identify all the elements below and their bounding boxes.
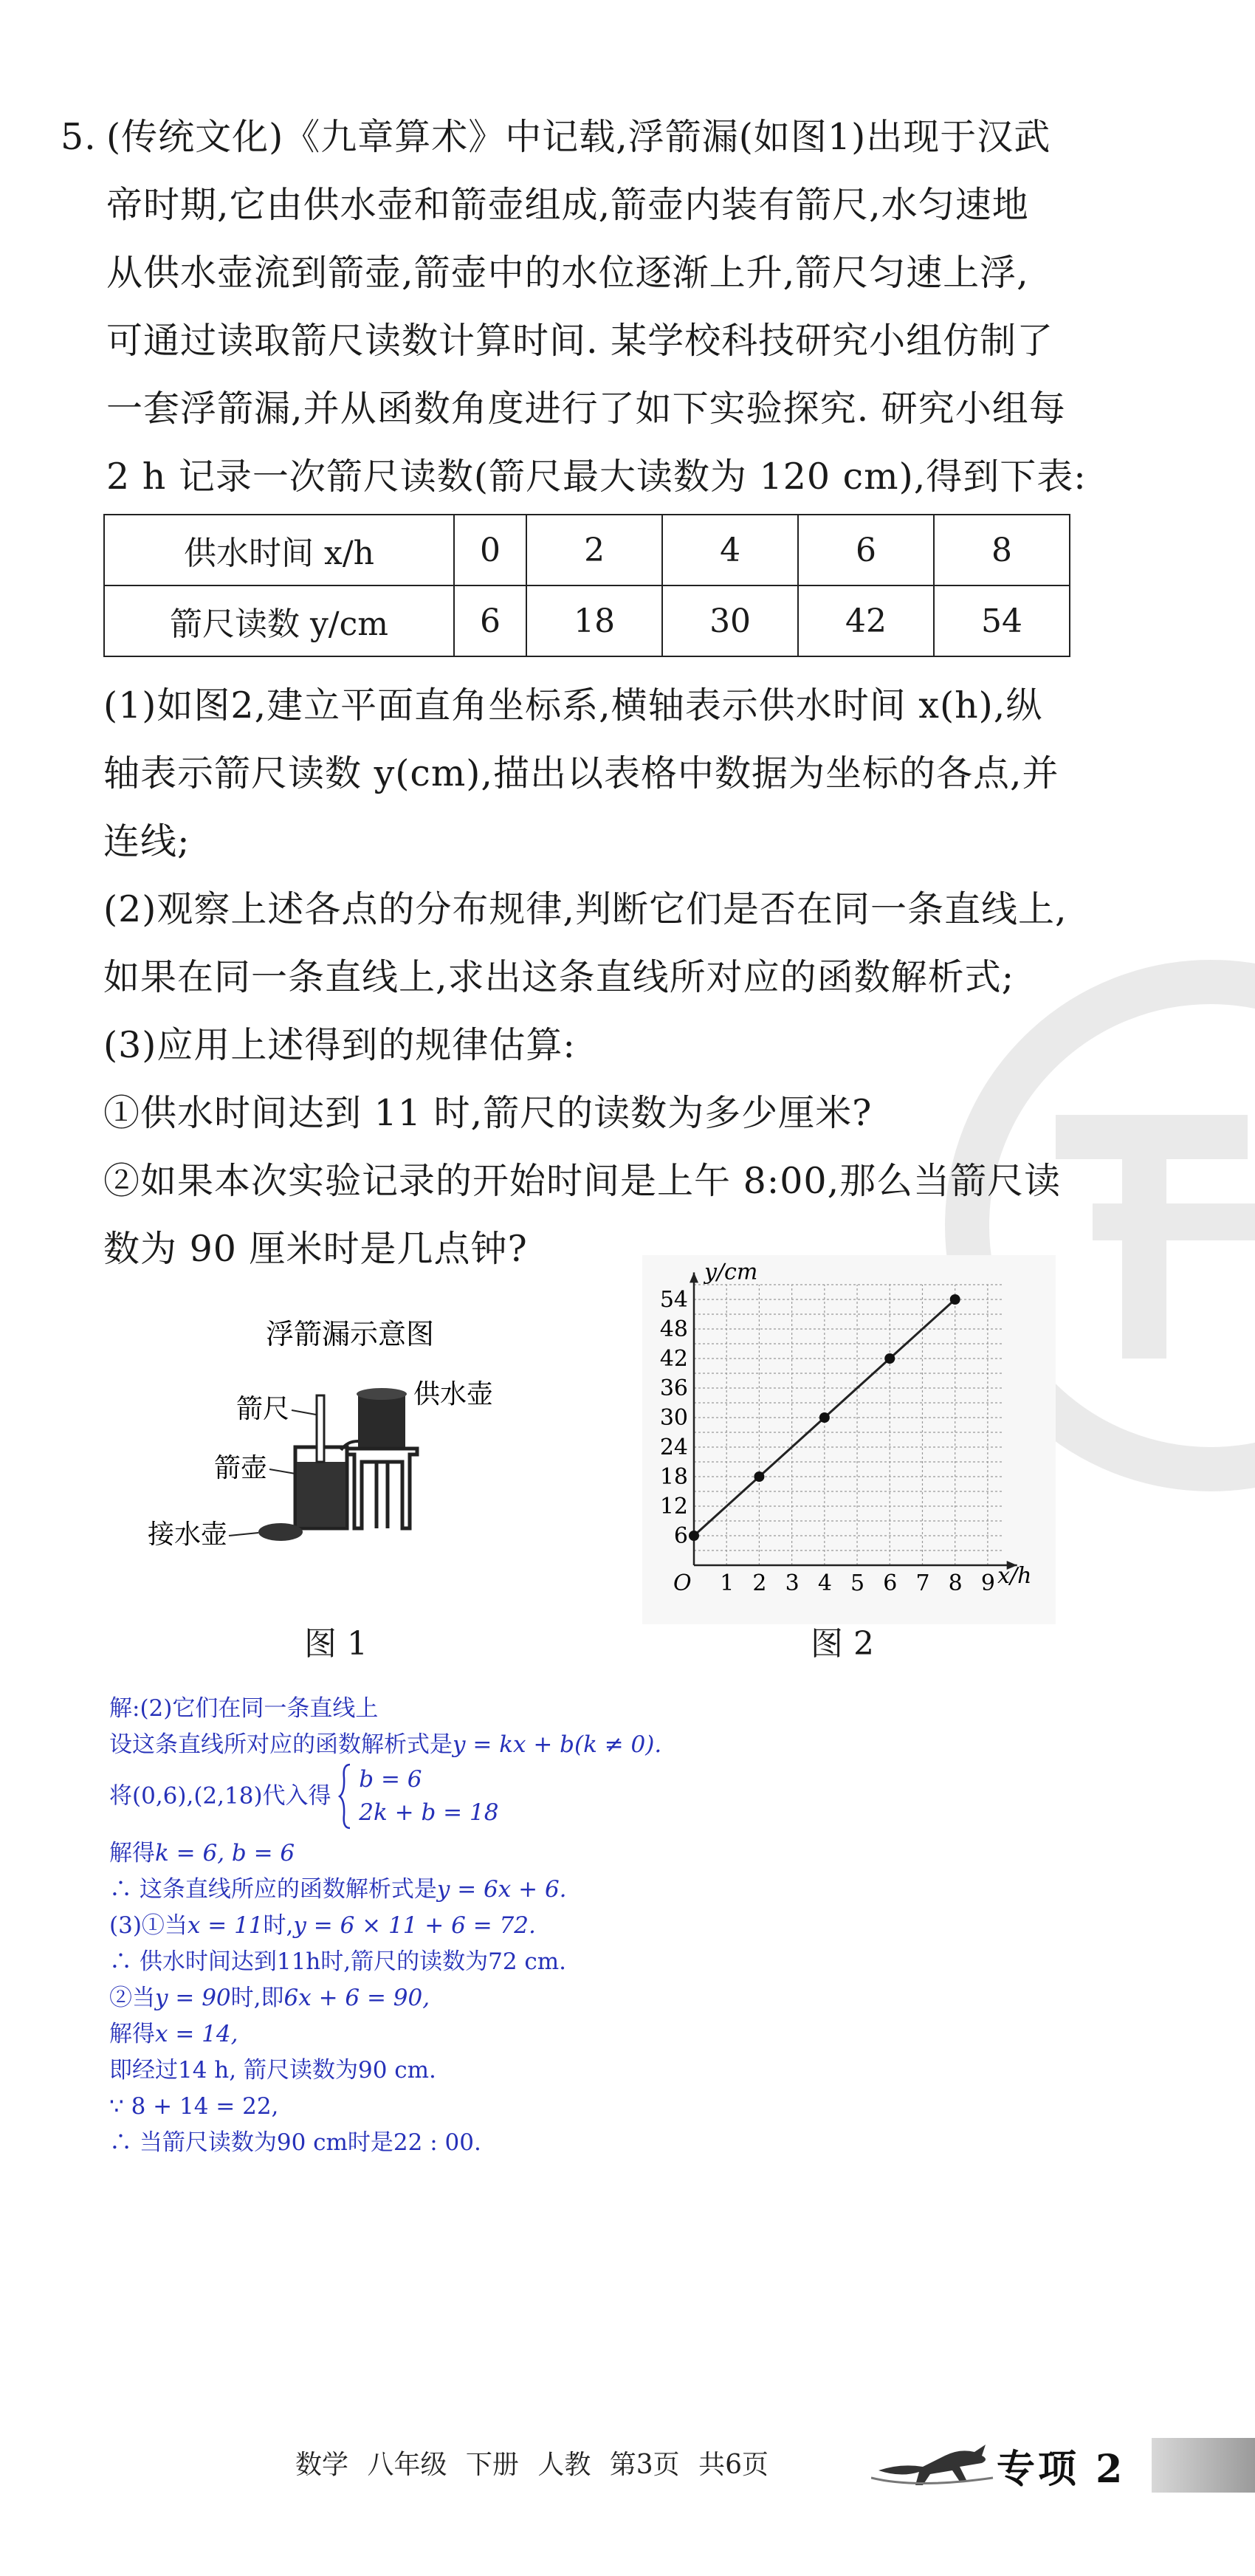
- x-tick-label: 7: [915, 1570, 930, 1596]
- receiver-pot-shape: [258, 1523, 303, 1541]
- system-equation-1: b = 6: [359, 1766, 422, 1793]
- y-tick-label: 18: [659, 1464, 688, 1490]
- system-equation-2: 2k + b = 18: [359, 1799, 499, 1826]
- figure1-caption: 图 1: [304, 1625, 368, 1663]
- x-tick-label: 5: [850, 1570, 865, 1596]
- x-tick-label: 9: [980, 1570, 995, 1596]
- solution-text: ②当: [109, 1985, 155, 2011]
- solution-text: 解得: [109, 1840, 155, 1866]
- y-tick-label: 48: [659, 1316, 688, 1342]
- y-axis-label: y/cm: [704, 1259, 758, 1285]
- solution-formula: y = 6x + 6.: [436, 1876, 567, 1903]
- problem-statement: [61, 103, 1109, 511]
- y-tick-label: 6: [673, 1523, 688, 1549]
- solution-line: [109, 1980, 1143, 2016]
- table-cell: 18: [526, 585, 662, 656]
- question-line: 如果在同一条直线上,求出这条直线所对应的函数解析式;: [103, 956, 1015, 998]
- solution-block: [109, 1691, 1143, 2161]
- leader-line: [292, 1410, 316, 1415]
- data-point: [819, 1412, 830, 1423]
- question-line: 数为 90 厘米时是几点钟?: [103, 1228, 528, 1270]
- solution-line: [109, 1908, 1143, 1944]
- chart-background: [642, 1255, 1056, 1624]
- question-line: ①供水时间达到 11 时,箭尺的读数为多少厘米?: [103, 1092, 873, 1134]
- x-axis-label: x/h: [997, 1563, 1032, 1589]
- x-tick-label: 2: [752, 1570, 767, 1596]
- table-cell: 0: [454, 515, 526, 585]
- stand-shape: [347, 1449, 417, 1528]
- data-point: [754, 1471, 764, 1482]
- solution-text: (3)①当: [109, 1912, 188, 1939]
- solution-formula: 6x + 6 = 90,: [283, 1985, 430, 2011]
- question-line: (2)观察上述各点的分布规律,判断它们是否在同一条直线上,: [103, 888, 1067, 930]
- solution-line: [109, 1763, 1143, 1835]
- problem-line: 可通过读取箭尺读数计算时间. 某学校科技研究小组仿制了: [106, 320, 1054, 362]
- table-cell: 54: [934, 585, 1070, 656]
- solution-formula: y = kx + b(k ≠ 0).: [453, 1731, 662, 1758]
- solution-line: 即经过14 h, 箭尺读数为90 cm.: [109, 2057, 436, 2084]
- horse-icon: [871, 2426, 997, 2493]
- supply-pot-shape: [358, 1395, 405, 1447]
- solution-text: 解得: [109, 2021, 155, 2047]
- table-row: [104, 585, 1070, 656]
- x-tick-label: 6: [883, 1570, 898, 1596]
- problem-number: 5.: [61, 116, 97, 158]
- data-point: [950, 1294, 960, 1305]
- label-arrow-pot: 箭壶: [214, 1453, 268, 1483]
- label-supply-pot: 供水壶: [413, 1379, 494, 1409]
- problem-line: 2 h 记录一次箭尺读数(箭尺最大读数为 120 cm),得到下表:: [106, 456, 1087, 498]
- solution-line: ∵ 8 + 14 = 22,: [109, 2093, 279, 2120]
- data-table: [103, 514, 1070, 657]
- label-receiver-pot: 接水壶: [148, 1519, 228, 1550]
- x-tick-label: 3: [785, 1570, 800, 1596]
- solution-line: ∴ 供水时间达到11h时,箭尺的读数为72 cm.: [109, 1948, 567, 1975]
- label-ruler: 箭尺: [236, 1394, 290, 1424]
- leader-line: [229, 1533, 258, 1536]
- page-footer: [0, 2422, 1255, 2510]
- solution-text: 时,即: [230, 1985, 284, 2011]
- solution-line: 解:(2)它们在同一条直线上: [109, 1695, 379, 1722]
- table-cell: 30: [662, 585, 798, 656]
- table-cell: 6: [798, 515, 934, 585]
- sub-questions: [103, 672, 1122, 1283]
- y-tick-label: 54: [659, 1287, 688, 1313]
- y-tick-label: 24: [659, 1435, 688, 1460]
- problem-line: 一套浮箭漏,并从函数角度进行了如下实验探究. 研究小组每: [106, 388, 1066, 430]
- solution-formula: y = 6 × 11 + 6 = 72.: [293, 1912, 536, 1939]
- leader-line: [269, 1469, 295, 1474]
- problem-line: 从供水壶流到箭壶,箭壶中的水位逐渐上升,箭尺匀速上浮,: [106, 252, 1029, 294]
- solution-line: [109, 1835, 1143, 1872]
- solution-text: 时,: [263, 1912, 294, 1939]
- solution-formula: y = 90: [155, 1985, 231, 2011]
- x-tick-label: 8: [948, 1570, 963, 1596]
- solution-line: [109, 2016, 1143, 2053]
- figure2-caption: 图 2: [811, 1625, 874, 1663]
- footer-info: 数学 八年级 下册 人教 第3页 共6页: [295, 2450, 769, 2480]
- y-tick-label: 36: [659, 1375, 688, 1401]
- x-tick-label: 4: [817, 1570, 832, 1596]
- solution-formula: x = 11: [187, 1912, 264, 1939]
- section-tag: 专项 2: [997, 2447, 1126, 2492]
- question-line: (3)应用上述得到的规律估算:: [103, 1024, 576, 1066]
- table-cell: 2: [526, 515, 662, 585]
- problem-line: (传统文化)《九章算术》中记载,浮箭漏(如图1)出现于汉武: [106, 116, 1051, 158]
- table-cell: 8: [934, 515, 1070, 585]
- y-tick-label: 42: [659, 1346, 688, 1372]
- figure1-title: 浮箭漏示意图: [266, 1318, 435, 1350]
- y-tick-label: 12: [659, 1494, 688, 1519]
- solution-formula: k = 6, b = 6: [155, 1840, 295, 1866]
- figure1-diagram: [126, 1314, 539, 1610]
- brace-icon: [338, 1763, 351, 1830]
- section-tag-bar: [1152, 2438, 1255, 2493]
- table-cell: 42: [798, 585, 934, 656]
- solution-line: ∴ 当箭尺读数为90 cm时是22 : 00.: [109, 2129, 481, 2156]
- solution-text: 设这条直线所对应的函数解析式是: [109, 1731, 453, 1758]
- table-row: [104, 515, 1070, 585]
- question-line: ②如果本次实验记录的开始时间是上午 8:00,那么当箭尺读: [103, 1160, 1062, 1202]
- ruler-shape: [317, 1395, 324, 1462]
- table-cell: 4: [662, 515, 798, 585]
- question-line: 连线;: [103, 820, 190, 862]
- table-cell: 6: [454, 585, 526, 656]
- supply-pot-lid: [357, 1388, 407, 1400]
- x-tick-label: 1: [720, 1570, 735, 1596]
- origin-label: O: [673, 1570, 692, 1596]
- figure2-chart: [642, 1255, 1056, 1624]
- question-line: 轴表示箭尺读数 y(cm),描出以表格中数据为坐标的各点,并: [103, 752, 1059, 794]
- problem-line: 帝时期,它由供水壶和箭壶组成,箭壶内装有箭尺,水匀速地: [106, 184, 1029, 226]
- solution-formula: x = 14,: [155, 2021, 238, 2047]
- table-header-cell: 供水时间 x/h: [104, 515, 454, 585]
- solution-line: [109, 1727, 1143, 1763]
- question-line: (1)如图2,建立平面直角坐标系,横轴表示供水时间 x(h),纵: [103, 684, 1043, 727]
- solution-text: 将(0,6),(2,18)代入得: [109, 1782, 331, 1810]
- solution-text: ∴ 这条直线所应的函数解析式是: [109, 1876, 437, 1903]
- y-tick-label: 30: [659, 1405, 688, 1431]
- table-header-cell: 箭尺读数 y/cm: [104, 585, 454, 656]
- solution-line: [109, 1872, 1143, 1908]
- arrow-pot-water: [297, 1462, 345, 1527]
- data-point: [689, 1531, 699, 1541]
- data-point: [884, 1353, 895, 1364]
